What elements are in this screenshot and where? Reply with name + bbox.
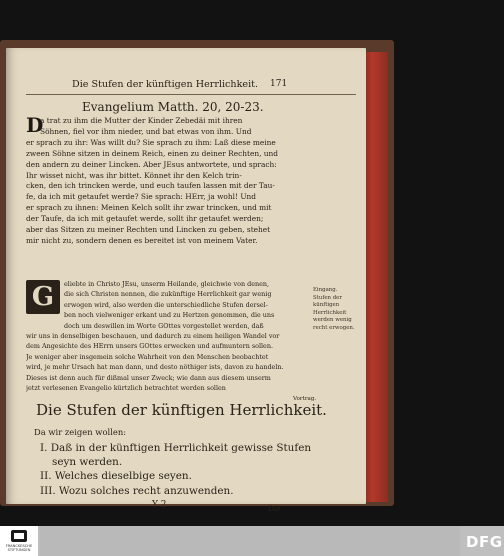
- body-line: wir uns in denselbigen beschauen, und dadurch zu einem heiligen Wandel vor: [26, 332, 280, 341]
- outline-item-3: III. Wozu solches recht anzuwenden.: [40, 485, 234, 497]
- margin-note-line: Stufen der: [313, 294, 342, 301]
- gospel-line: a trat zu ihm die Mutter der Kinder Zebedäi mit ihren: [40, 116, 243, 125]
- gospel-line: der Taufe, da ich mit getaufet werde, sollt ihr getaufet werden;: [26, 214, 264, 224]
- gospel-line: er sprach zu ihnen: Meinen Kelch sollt ihr zwar trincken, und mit: [26, 203, 272, 213]
- foundation-logo-icon: [11, 530, 27, 542]
- outline-item-1-cont: seyn werden.: [52, 456, 123, 468]
- franckesche-stiftungen-logo[interactable]: [0, 526, 38, 556]
- margin-note-line: Eingang.: [313, 287, 338, 293]
- running-head: Die Stufen der künftigen Herrlichkeit.: [72, 79, 259, 90]
- margin-note-line: recht erwogen.: [313, 324, 355, 331]
- body-line: jetzt verlesenen Evangelio kürtzlich betrachtet werden sollen: [26, 384, 226, 393]
- dfg-logo[interactable]: DFG: [466, 533, 503, 551]
- body-line: ben noch vielweniger erkant und zu Hertzen genommen, die uns: [64, 311, 275, 320]
- margin-note-line: künftigen: [313, 302, 340, 309]
- lead-in: Da wir zeigen wollen:: [34, 427, 127, 437]
- body-line: die sich Christen nennen, die zukünftige Herrlichkeit gar wenig: [64, 290, 272, 299]
- gospel-line: cken, den ich trincken werde, und euch taufen lassen mit der Tau-: [26, 181, 275, 191]
- body-line: eliebte in Christo JEsu, unserm Heilande, gleichwie von denen,: [64, 280, 270, 288]
- gospel-line: Ihr wisset nicht, was ihr bittet. Könnet ihr den Kelch trin-: [26, 170, 242, 180]
- header-rule: [26, 94, 356, 95]
- book-page: [6, 48, 366, 513]
- page-number: 171: [270, 79, 288, 89]
- gospel-text: [26, 113, 356, 276]
- footer-band: [40, 526, 460, 556]
- margin-note-vortrag: Vortrag.: [293, 396, 317, 402]
- gospel-initial: D: [26, 113, 44, 137]
- gospel-heading: Evangelium Matth. 20, 20-23.: [82, 100, 264, 114]
- logo-left-text: FRANCKESCHE STIFTUNGEN: [5, 544, 33, 553]
- gospel-line: zween Söhne sitzen in deinem Reich, einen zu deiner Rechten, und: [26, 148, 279, 158]
- gospel-line: mir nicht zu, sondern denen es bereitet ist von meinem Vater.: [26, 235, 258, 245]
- margin-note-line: Herrlichkeit: [313, 309, 347, 316]
- section-title: Die Stufen der künftigen Herrlichkeit.: [36, 401, 327, 419]
- outline-item-2: II. Welches dieselbige seyen.: [40, 470, 192, 482]
- gospel-line: den andern zu deiner Lincken. Aber JEsus antwortete, und sprach:: [26, 159, 277, 169]
- body-line: wird, je mehr Ursach hat man dann, und desto nöthiger ists, davon zu handeln.: [26, 363, 284, 372]
- body-line: doch um deswillen im Worte GOttes vorgestellet werden, daß: [64, 321, 264, 330]
- margin-note-line: werden wenig: [313, 317, 352, 324]
- gospel-line: er sprach zu ihr: Was willt du? Sie sprach zu ihm: Laß diese meine: [26, 137, 276, 147]
- body-line: Dieses ist denn auch für dißmal unser Zweck; wie dann aus diesem unserm: [26, 373, 271, 382]
- gospel-line: aber das Sitzen zu meiner Rechten und Lincken zu geben, stehet: [26, 225, 271, 235]
- outline-item-1: I. Daß in der künftigen Herrlichkeit gewisse Stufen: [40, 442, 312, 454]
- viewer-footer: [0, 526, 504, 556]
- catchword: Die: [268, 504, 281, 513]
- signature-mark: Y 2: [152, 500, 167, 510]
- body-line: dem Angesichte des HErrn unsers GOttes erwecken und aufmuntern sollen.: [26, 342, 273, 351]
- decorated-initial: G: [26, 280, 60, 314]
- body-line: erwogen wird, also werden die unterschiedliche Stufen dersel-: [64, 300, 268, 309]
- gospel-line: fe, da ich mit getaufet werde? Sie sprach: HErr, ja wohl! Und: [26, 192, 257, 202]
- gospel-line: Söhnen, fiel vor ihm nieder, und bat etwas von ihm. Und: [40, 126, 252, 136]
- body-line: Je weniger aber insgemein solche Wahrheit von den Menschen beobachtet: [26, 352, 269, 361]
- introduction-text: [26, 279, 326, 393]
- margin-note: [313, 287, 363, 333]
